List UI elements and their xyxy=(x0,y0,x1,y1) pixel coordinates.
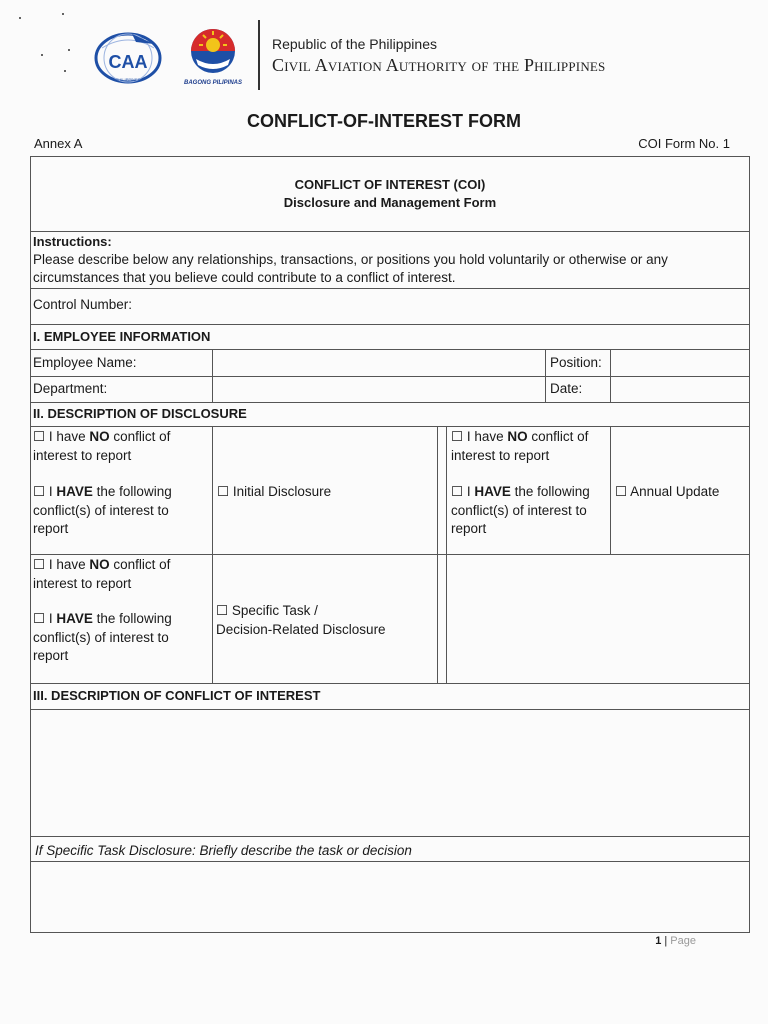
specific-task-description-field[interactable] xyxy=(31,862,749,932)
checkbox-icon[interactable]: ☐ xyxy=(33,557,46,572)
initial-disclosure-option[interactable]: ☐ Initial Disclosure xyxy=(217,484,332,499)
republic-text: Republic of the Philippines xyxy=(272,36,437,52)
coi-subtitle: CONFLICT OF INTEREST (COI) xyxy=(294,177,486,192)
no-conflict-option-specific[interactable]: ☐ I have NO conflict of interest to report xyxy=(33,557,171,591)
checkbox-icon[interactable]: ☐ xyxy=(33,429,46,444)
table-border-right xyxy=(749,156,750,933)
checkbox-icon[interactable]: ☐ xyxy=(216,603,229,618)
section-1-heading: I. EMPLOYEE INFORMATION xyxy=(33,329,211,344)
checkbox-icon[interactable]: ☐ xyxy=(615,484,628,499)
table-border-top xyxy=(30,156,750,157)
caa-logo-sub: PHILIPPINES xyxy=(115,77,141,82)
checkbox-icon[interactable]: ☐ xyxy=(451,429,464,444)
instructions-label: Instructions: xyxy=(33,234,112,249)
date-label: Date: xyxy=(550,381,583,396)
employee-name-field[interactable] xyxy=(213,350,545,375)
department-label: Department: xyxy=(33,381,108,396)
position-label: Position: xyxy=(550,355,602,370)
annex-label: Annex A xyxy=(34,136,83,151)
bagong-pilipinas-caption: BAGONG PILIPINAS xyxy=(183,80,242,86)
checkbox-icon[interactable]: ☐ xyxy=(33,611,46,626)
have-conflict-option-initial[interactable]: ☐ I HAVE the following conflict(s) of interest to report xyxy=(33,484,172,536)
have-conflict-option-annual[interactable]: ☐ I HAVE the following conflict(s) of interest to report xyxy=(451,484,590,536)
caa-logo xyxy=(92,28,164,86)
have-conflict-option-specific[interactable]: ☐ I HAVE the following conflict(s) of interest to report xyxy=(33,611,172,663)
caa-logo-text: CAA xyxy=(108,52,148,72)
checkbox-icon[interactable]: ☐ xyxy=(33,484,46,499)
form-number: COI Form No. 1 xyxy=(638,136,730,151)
header-divider xyxy=(258,20,260,90)
checkbox-icon[interactable]: ☐ xyxy=(451,484,464,499)
conflict-description-field[interactable] xyxy=(31,710,749,836)
section-3-heading: III. DESCRIPTION OF CONFLICT OF INTEREST xyxy=(33,688,321,703)
employee-name-label: Employee Name: xyxy=(33,355,137,370)
checkbox-icon[interactable]: ☐ xyxy=(217,484,230,499)
specific-task-prompt: If Specific Task Disclosure: Briefly describe the task or decision xyxy=(35,843,412,858)
table-border-bottom xyxy=(30,932,750,933)
page-number: 1 | Page xyxy=(655,935,696,947)
instructions-line-2: circumstances that you believe could contribute to a conflict of interest. xyxy=(33,270,456,285)
no-conflict-option-initial[interactable]: ☐ I have NO conflict of interest to report xyxy=(33,429,171,463)
coi-subtitle-2: Disclosure and Management Form xyxy=(283,195,497,210)
position-field[interactable] xyxy=(611,350,749,375)
date-field[interactable] xyxy=(611,377,749,402)
section-2-heading: II. DESCRIPTION OF DISCLOSURE xyxy=(33,406,247,421)
annual-update-option[interactable]: ☐ Annual Update xyxy=(615,484,720,499)
control-number-label: Control Number: xyxy=(33,297,133,312)
department-field[interactable] xyxy=(213,377,545,402)
instructions-line-1: Please describe below any relationships, transactions, or positions you hold voluntarily or otherwise or any xyxy=(33,252,668,267)
agency-name xyxy=(272,55,606,76)
bagong-pilipinas-logo xyxy=(182,25,244,87)
form-title: CONFLICT-OF-INTEREST FORM xyxy=(247,111,521,131)
no-conflict-option-annual[interactable]: ☐ I have NO conflict of interest to report xyxy=(451,429,589,463)
agency-name-text: Civil Aviation Authority of the Philippines xyxy=(272,55,606,75)
specific-task-option[interactable]: ☐ Specific Task / Decision-Related Disclosure xyxy=(216,603,386,637)
